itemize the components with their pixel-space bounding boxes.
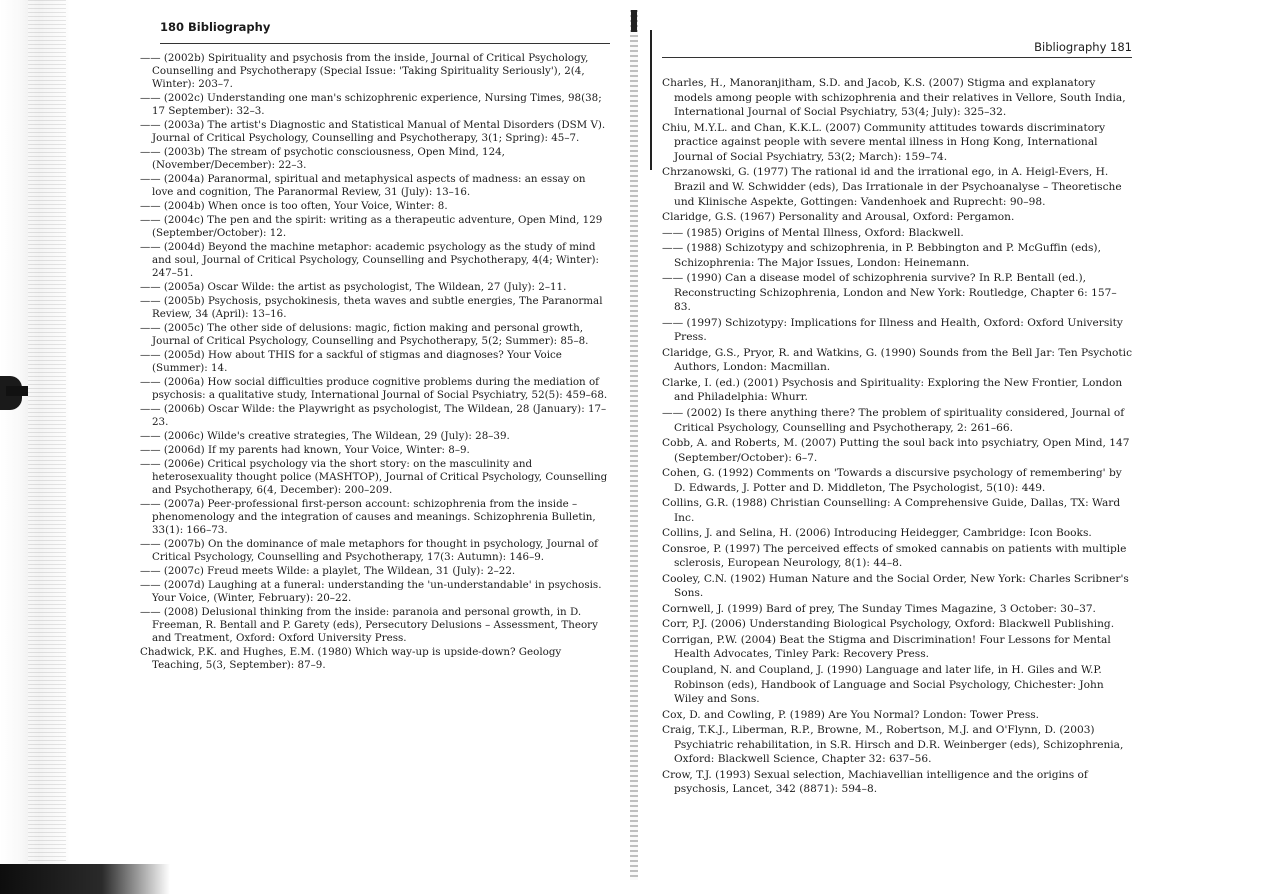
bib-entry: Clarke, I. (ed.) (2001) Psychosis and Spirituality: Exploring the New Frontier, London and Philadelphia: Whurr. [662, 376, 1123, 404]
bib-entry: Cooley, C.N. (1902) Human Nature and the Social Order, New York: Charles Scribner's Sons. [662, 572, 1129, 600]
gutter-artifact [631, 10, 637, 32]
bib-entry: Charles, H., Manoranjitham, S.D. and Jacob, K.S. (2007) Stigma and explanatory models among people with schizophrenia and their relatives in Vellore, South India, International Journal of Social Psychiatry, 53(4; July): 325–32. [662, 77, 1126, 119]
gutter-edge-line [650, 30, 652, 170]
scan-shadow-bottom [0, 864, 170, 894]
bib-entry: —— (2004d) Beyond the machine metaphor: academic psychology as the study of mind and soul, Journal of Critical Psychology, Counselling and Psychotherapy, 4(4; Winter): 247–51. [140, 241, 599, 279]
bib-entry: Claridge, G.S. (1967) Personality and Arousal, Oxford: Pergamon. [662, 211, 1015, 224]
bib-entry: —— (2007a) Peer-professional first-person account: schizophrenia from the inside – phenomenology and the integration of causes and meanings. Schizophrenia Bulletin, 33(1): 166–73. [140, 498, 596, 536]
bib-entry: —— (2005a) Oscar Wilde: the artist as psychologist, The Wildean, 27 (July): 2–11. [140, 280, 567, 293]
bib-entry: Cobb, A. and Roberts, M. (2007) Putting the soul back into psychiatry, Open Mind, 147 (September/October): 6–7. [662, 437, 1130, 464]
bib-entry: —— (2003b) The stream of psychotic consciousness, Open Mind, 124, (November/December): 22–3. [140, 145, 505, 171]
bib-entry: —— (1990) Can a disease model of schizophrenia survive? In R.P. Bentall (ed.), Reconstructing Schizophrenia, London and New York: Routledge, Chapter 6: 157–83. [662, 272, 1117, 314]
left-page [138, 20, 608, 673]
bib-entry: Collins, J. and Selina, H. (2006) Introducing Heidegger, Cambridge: Icon Books. [662, 527, 1092, 540]
bib-entry: Cohen, G. (1992) Comments on 'Towards a discursive psychology of remembering' by D. Edwards, J. Potter and D. Middleton, The Psychologist, 5(10): 449. [662, 467, 1122, 494]
bib-entry: —— (2006c) Wilde's creative strategies, The Wildean, 29 (July): 28–39. [140, 430, 510, 442]
right-page [662, 30, 1132, 798]
bib-entry: —— (2007c) Freud meets Wilde: a playlet, The Wildean, 31 (July): 2–22. [140, 565, 516, 577]
bib-entry: Claridge, G.S., Pryor, R. and Watkins, G. (1990) Sounds from the Bell Jar: Ten Psychotic Authors, London: Macmillan. [662, 346, 1133, 374]
right-bibliography-list [662, 76, 1132, 797]
bib-entry: —— (1985) Origins of Mental Illness, Oxford: Blackwell. [662, 226, 964, 239]
bib-entry: Chadwick, P.K. and Hughes, E.M. (1980) Which way-up is upside-down? Geology Teaching, 5(3, September): 87–9. [140, 646, 562, 671]
bib-entry: Craig, T.K.J., Liberman, R.P., Browne, M., Robertson, M.J. and O'Flynn, D. (2003) Psychiatric rehabilitation, in S.R. Hirsch and D.R. Weinberger (eds), Schizophrenia, Oxford: Blackwell Science, Chapter 32: 637–56. [662, 724, 1124, 766]
bib-entry: Cox, D. and Cowling, P. (1989) Are You Normal? London: Tower Press. [662, 708, 1040, 721]
right-header-rule [662, 57, 1132, 58]
scan-streak-left [28, 0, 66, 894]
bib-entry: —— (2003a) The artist's Diagnostic and Statistical Manual of Mental Disorders (DSM V). Journal of Critical Psychology, Counselling and Psychotherapy, 3(1; Spring): 45–7. [140, 118, 606, 144]
bib-entry: Crow, T.J. (1993) Sexual selection, Machiavellian intelligence and the origins of psychosis, Lancet, 342 (8871): 594–8. [662, 768, 1088, 796]
book-gutter [630, 10, 638, 880]
bib-entry: —— (2006b) Oscar Wilde: the Playwright as psychologist, The Wildean, 28 (January): 17–23. [140, 403, 607, 428]
bib-entry: Corr, P.J. (2006) Understanding Biological Psychology, Oxford: Blackwell Publishing. [662, 618, 1115, 631]
bib-entry: Cornwell, J. (1999) Bard of prey, The Sunday Times Magazine, 3 October: 30–37. [662, 602, 1096, 615]
bib-entry: —— (2002) Is there anything there? The problem of spirituality considered, Journal of Critical Psychology, Counselling and Psychotherapy, 2: 261–66. [662, 406, 1125, 434]
bib-entry: —— (2005d) How about THIS for a sackful of stigmas and diagnoses? Your Voice (Summer): 14. [140, 349, 562, 374]
bib-entry: Coupland, N. and Coupland, J. (1990) Language and later life, in H. Giles and W.P. Robinson (eds), Handbook of Language and Social Psychology, Chichester: John Wiley and Sons. [662, 663, 1104, 706]
bib-entry: —— (2006a) How social difficulties produce cognitive problems during the mediation of psychosis: a qualitative study, International Journal of Social Psychiatry, 52(5): 459–68. [140, 376, 608, 401]
left-running-head: 180 Bibliography [160, 20, 271, 34]
bib-entry: —— (2008) Delusional thinking from the inside: paranoia and personal growth, in D. Freeman, R. Bentall and P. Garety (eds), Persecutory Delusions – Assessment, Theory and Treatment, Oxford: Oxford University Press. [140, 606, 598, 644]
bib-entry: —— (2006d) If my parents had known, Your Voice, Winter: 8–9. [140, 444, 470, 457]
scan-artifact-mark-inner [6, 386, 28, 396]
left-header-rule [160, 43, 610, 44]
left-bibliography-list [140, 52, 608, 672]
bib-entry: —— (1988) Schizotypy and schizophrenia, in P. Bebbington and P. McGuffin (eds), Schizophrenia: The Major Issues, London: Heinemann. [662, 241, 1101, 269]
bib-entry: Collins, G.R. (1988) Christian Counselling: A Comprehensive Guide, Dallas, TX: Ward Inc. [662, 497, 1121, 524]
bib-entry: —— (2006e) Critical psychology via the short story: on the masculinity and heterosexuality thought police (MASHTOP), Journal of Critical Psychology, Counselling and Psychotherapy, 6(4, December): 200–209. [140, 458, 608, 496]
bib-entry: —— (2007d) Laughing at a funeral: understanding the 'un-understandable' in psychosis. Your Voice, (Winter, February): 20–22. [140, 579, 602, 604]
bib-entry: —— (1997) Schizotypy: Implications for Illness and Health, Oxford: Oxford University Press. [662, 316, 1123, 344]
right-running-head: Bibliography 181 [1034, 40, 1132, 54]
bib-entry: —— (2004c) The pen and the spirit: writing as a therapeutic adventure, Open Mind, 129 (September/October): 12. [140, 214, 603, 239]
bib-entry: Chiu, M.Y.L. and Chan, K.K.L. (2007) Community attitudes towards discriminatory practice against people with severe mental illness in Hong Kong, International Journal of Social Psychiatry, 53(2; March): 159–74. [662, 121, 1106, 163]
bib-entry: —— (2004b) When once is too often, Your Voice, Winter: 8. [140, 199, 448, 212]
bib-entry: —— (2005c) The other side of delusions: magic, fiction making and personal growth, Journal of Critical Psychology, Counselling and Psychotherapy, 5(2; Summer): 85–8. [140, 322, 589, 347]
bib-entry: Corrigan, P.W. (2004) Beat the Stigma and Discrimination! Four Lessons for Mental Health Advocates, Tinley Park: Recovery Press. [662, 633, 1111, 661]
bib-entry: Chrzanowski, G. (1977) The rational id and the irrational ego, in A. Heigl-Evers, H. Brazil and W. Schwidder (eds), Das Irrationale in der Psychoanalyse – Theoretische und Klinische Aspekte, Gottingen: Vandenhoek and Ruprecht: 90–98. [662, 166, 1122, 208]
bib-entry: —— (2002c) Understanding one man's schizophrenic experience, Nursing Times, 98(38; 17 September): 32–3. [140, 91, 602, 117]
bib-entry: —— (2005b) Psychosis, psychokinesis, theta waves and subtle energies, The Paranormal Review, 34 (April): 13–16. [140, 295, 603, 320]
bib-entry: —— (2007b) On the dominance of male metaphors for thought in psychology, Journal of Critical Psychology, Counselling and Psychotherapy, 17(3: Autumn): 146–9. [140, 538, 598, 563]
bib-entry: —— (2004a) Paranormal, spiritual and metaphysical aspects of madness: an essay on love and cognition, The Paranormal Review, 31 (July): 13–16. [140, 172, 586, 198]
bib-entry: —— (2002b) Spirituality and psychosis from the inside, Journal of Critical Psychology, Counselling and Psychotherapy (Special Issue: 'Taking Spirituality Seriously'), 2(4, Winter): 203–7. [140, 52, 589, 90]
bib-entry: Consroe, P. (1997) The perceived effects of smoked cannabis on patients with multiple sclerosis, European Neurology, 8(1): 44–8. [662, 542, 1127, 570]
